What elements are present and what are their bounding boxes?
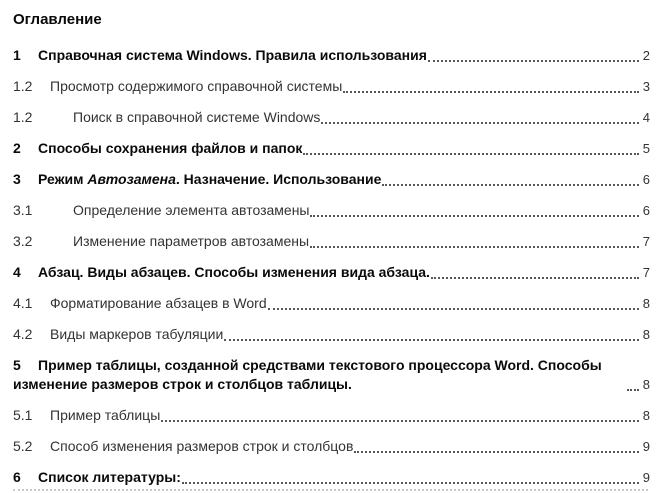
toc-entry-text: Список литературы: xyxy=(38,469,181,485)
toc-page-number: 8 xyxy=(642,327,650,342)
dot-leader xyxy=(310,215,638,217)
dot-leader xyxy=(627,389,639,391)
toc-list xyxy=(13,46,650,487)
dot-leader xyxy=(428,60,639,62)
toc-entry-text: Справочная система Windows. Правила использования xyxy=(38,47,427,63)
toc-entry-label xyxy=(13,468,181,487)
dot-leader xyxy=(161,420,639,422)
toc-entry-label xyxy=(13,406,160,425)
dot-leader xyxy=(310,246,639,248)
dot-leader xyxy=(382,184,638,186)
toc-entry-text: Режим Автозамена. Назначение. Использование xyxy=(38,171,382,187)
toc-entry-number: 5 xyxy=(13,357,21,373)
toc-entry[interactable] xyxy=(13,201,650,220)
toc-entry-label xyxy=(13,170,381,189)
dot-leader xyxy=(224,339,638,341)
toc-entry-number: 3.2 xyxy=(13,233,33,249)
toc-entry[interactable] xyxy=(13,170,650,189)
dot-leader xyxy=(321,122,638,124)
toc-entry-number: 1.2 xyxy=(13,109,33,125)
toc-page-number: 9 xyxy=(642,439,650,454)
toc-entry[interactable] xyxy=(13,437,650,456)
toc-entry-text: Пример таблицы xyxy=(50,407,161,423)
dot-leader xyxy=(268,308,639,310)
toc-entry-number: 2 xyxy=(13,140,21,156)
toc-entry-number: 1 xyxy=(13,47,21,63)
toc-entry-label xyxy=(13,294,267,313)
toc-entry-label xyxy=(13,263,430,282)
toc-entry-text: Пример таблицы, созданной средствами текстового процессора Word. Способы изменение размеров строк и столбцов таблицы. xyxy=(13,357,602,392)
toc-entry-text: Виды маркеров табуляции xyxy=(50,326,224,342)
toc-entry[interactable] xyxy=(13,46,650,65)
toc-entry-text: Способы сохранения файлов и папок xyxy=(38,140,303,156)
toc-entry[interactable] xyxy=(13,294,650,313)
toc-entry-text: Определение элемента автозамены xyxy=(73,202,310,218)
toc-page-number: 4 xyxy=(642,110,650,125)
cutoff-next-line xyxy=(13,489,648,491)
toc-title: Оглавление xyxy=(13,11,102,28)
toc-entry-number: 3.1 xyxy=(13,202,33,218)
dot-leader xyxy=(431,277,639,279)
toc-entry-label xyxy=(13,77,342,96)
dot-leader xyxy=(182,482,639,484)
toc-page-number: 2 xyxy=(642,48,650,63)
toc-entry[interactable] xyxy=(13,468,650,487)
toc-entry-label xyxy=(13,356,626,394)
toc-entry-label xyxy=(13,108,320,127)
toc-entry-text: Способ изменения размеров строк и столбцов xyxy=(50,438,354,454)
toc-entry-label xyxy=(13,325,223,344)
dot-leader xyxy=(343,91,639,93)
toc-entry-number: 6 xyxy=(13,469,21,485)
toc-entry-label xyxy=(13,46,427,65)
toc-page-number: 8 xyxy=(642,296,650,311)
toc-entry-number: 5.2 xyxy=(13,438,33,454)
toc-entry-text: Абзац. Виды абзацев. Способы изменения вида абзаца. xyxy=(38,264,430,280)
toc-page-number: 3 xyxy=(642,79,650,94)
toc-entry[interactable] xyxy=(13,139,650,158)
toc-page-number: 6 xyxy=(642,172,650,187)
toc-entry-number: 4 xyxy=(13,264,21,280)
toc-page-number: 9 xyxy=(642,470,650,485)
toc-entry[interactable] xyxy=(13,263,650,282)
dot-leader xyxy=(303,153,638,155)
toc-entry-label xyxy=(13,201,309,220)
toc-entry-number: 4.2 xyxy=(13,326,33,342)
toc-entry-label xyxy=(13,232,309,251)
toc-entry-label xyxy=(13,139,302,158)
toc-entry[interactable] xyxy=(13,108,650,127)
toc-entry[interactable] xyxy=(13,232,650,251)
toc-entry-text: Поиск в справочной системе Windows xyxy=(73,109,321,125)
toc-page-number: 5 xyxy=(642,141,650,156)
toc-entry-text: Форматирование абзацев в Word xyxy=(50,295,267,311)
toc-page-number: 8 xyxy=(642,408,650,423)
toc-entry-label xyxy=(13,437,353,456)
toc-entry-number: 4.1 xyxy=(13,295,33,311)
toc-page-number: 8 xyxy=(642,377,650,392)
toc-page-number: 6 xyxy=(642,203,650,218)
toc-entry[interactable] xyxy=(13,356,650,394)
dot-leader xyxy=(354,451,638,453)
toc-entry-number: 3 xyxy=(13,171,21,187)
toc-entry[interactable] xyxy=(13,406,650,425)
toc-page-number: 7 xyxy=(642,234,650,249)
toc-page-number: 7 xyxy=(642,265,650,280)
toc-entry-number: 1.2 xyxy=(13,78,33,94)
toc-entry[interactable] xyxy=(13,77,650,96)
toc-entry[interactable] xyxy=(13,325,650,344)
toc-entry-text: Изменение параметров автозамены xyxy=(73,233,310,249)
toc-entry-text: Просмотр содержимого справочной системы xyxy=(50,78,343,94)
toc-entry-number: 5.1 xyxy=(13,407,33,423)
